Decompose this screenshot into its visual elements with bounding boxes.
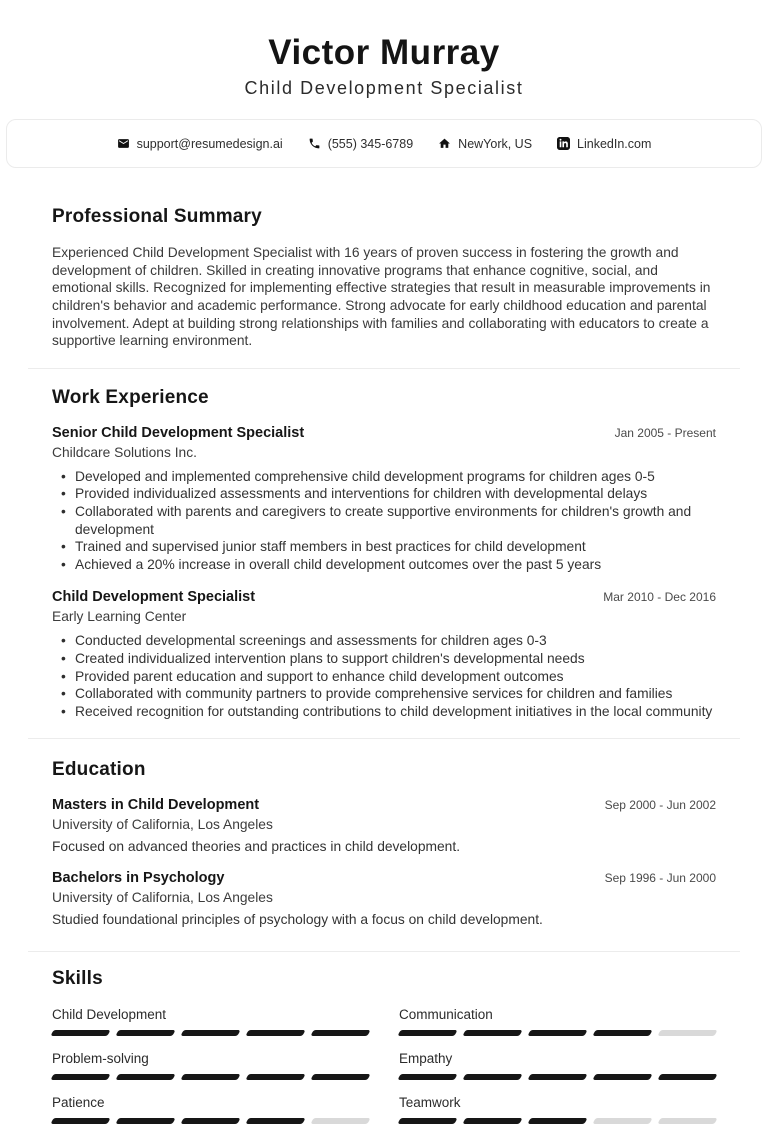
contact-label: (555) 345-6789: [327, 136, 414, 151]
job-company: Early Learning Center: [52, 609, 187, 625]
skill-item: [399, 1007, 716, 1036]
skill-segment: [245, 1074, 305, 1080]
skill-segment: [50, 1074, 110, 1080]
skill-segment: [245, 1030, 305, 1036]
resume-header: [0, 0, 768, 99]
skill-segment: [397, 1074, 457, 1080]
job-header: [52, 425, 716, 441]
job-bullet: • Received recognition for outstanding contributions to child development initiatives in the local community: [52, 703, 716, 721]
skill-segment: [245, 1118, 305, 1124]
skill-label: Child Development: [52, 1007, 167, 1023]
skill-segment: [180, 1030, 240, 1036]
degree-header: [52, 797, 716, 813]
skill-item: [399, 1095, 716, 1124]
degree-dates: Sep 1996 - Jun 2000: [604, 871, 716, 886]
skill-label: Problem-solving: [52, 1051, 149, 1067]
skill-segment: [592, 1074, 652, 1080]
contact-bar: [6, 119, 762, 168]
contact-item-home[interactable]: [438, 137, 532, 151]
skill-bar: [52, 1074, 369, 1080]
degree-dates: Sep 2000 - Jun 2002: [604, 798, 716, 813]
skill-segment: [527, 1118, 587, 1124]
home-icon: [438, 137, 451, 150]
skill-segment: [310, 1074, 370, 1080]
skill-segment: [50, 1118, 110, 1124]
skill-label: Empathy: [399, 1051, 453, 1067]
section-work-experience: [28, 369, 740, 739]
summary-heading: Professional Summary: [52, 206, 262, 228]
skill-segment: [115, 1118, 175, 1124]
skill-segment: [462, 1074, 522, 1080]
contact-item-email[interactable]: [117, 137, 283, 151]
contact-item-phone[interactable]: [308, 137, 413, 151]
skill-segment: [592, 1030, 652, 1036]
job-company: Childcare Solutions Inc.: [52, 444, 197, 460]
person-job-title: Child Development Specialist: [244, 78, 524, 99]
degree-title: Bachelors in Psychology: [52, 870, 225, 887]
jobs-list: [52, 425, 716, 739]
skill-segment: [397, 1030, 457, 1036]
skill-segment: [527, 1074, 587, 1080]
job-header: [52, 589, 716, 605]
job-entry: [52, 425, 716, 574]
degree-title: Masters in Child Development: [52, 797, 260, 814]
skill-item: [399, 1051, 716, 1080]
job-bullet: • Trained and supervised junior staff members in best practices for child development: [52, 538, 716, 556]
resume-body: [0, 168, 768, 1132]
section-professional-summary: [28, 168, 740, 368]
contact-item-linkedin[interactable]: [557, 137, 651, 151]
job-bullet: • Collaborated with parents and caregivers to create supportive environments for children's growth and development: [52, 503, 716, 538]
job-bullet: • Provided parent education and support to enhance child development outcomes: [52, 668, 716, 686]
skill-segment: [462, 1030, 522, 1036]
contact-label: NewYork, US: [458, 136, 533, 151]
summary-text: Experienced Child Development Specialist with 16 years of proven success in fostering the growth and development of children. Skilled in creating innovative programs that enhance cognitive, social, and emotional skills. Recognized for implementing effective strategies that result in measurable improvements in children's behavior and academic performance. Strong advocate for early childhood education and parental involvement. Adept at building strong relationships with families and collaborating with educators to create a supportive learning environment.: [52, 245, 711, 349]
section-education: [28, 739, 740, 951]
skill-segment: [657, 1030, 717, 1036]
skill-bar: [399, 1074, 716, 1080]
skill-segment: [180, 1118, 240, 1124]
job-bullet: • Provided individualized assessments and interventions for children with developmental delays: [52, 485, 716, 503]
skill-item: [52, 1051, 369, 1080]
skill-segment: [657, 1074, 717, 1080]
skill-segment: [462, 1118, 522, 1124]
skill-item: [52, 1095, 369, 1124]
linkedin-icon: [557, 137, 570, 150]
degrees-list: [52, 797, 716, 927]
skill-item: [52, 1007, 369, 1036]
skills-grid: [52, 1007, 716, 1132]
degree-school: University of California, Los Angeles: [52, 890, 273, 906]
skill-label: Teamwork: [399, 1095, 461, 1111]
skill-bar: [399, 1030, 716, 1036]
degree-school: University of California, Los Angeles: [52, 817, 273, 833]
skill-label: Patience: [52, 1095, 105, 1111]
skill-segment: [310, 1118, 370, 1124]
job-dates: Mar 2010 - Dec 2016: [603, 590, 716, 605]
email-icon: [117, 137, 130, 150]
degree-entry: [52, 797, 716, 854]
skill-segment: [180, 1074, 240, 1080]
job-bullet: • Developed and implemented comprehensive child development programs for children ages 0-5: [52, 468, 716, 486]
skill-bar: [399, 1118, 716, 1124]
job-title: Child Development Specialist: [52, 589, 256, 606]
job-bullets: [52, 468, 716, 574]
job-bullet: • Created individualized intervention plans to support children's developmental needs: [52, 650, 716, 668]
degree-description: Focused on advanced theories and practices in child development.: [52, 839, 461, 855]
skill-segment: [50, 1030, 110, 1036]
skill-bar: [52, 1118, 369, 1124]
degree-entry: [52, 870, 716, 927]
phone-icon: [308, 137, 321, 150]
skill-segment: [527, 1030, 587, 1036]
skills-heading: Skills: [52, 968, 103, 990]
degree-header: [52, 870, 716, 886]
experience-heading: Work Experience: [52, 386, 209, 408]
job-bullets: [52, 632, 716, 720]
degree-description: Studied foundational principles of psychology with a focus on child development.: [52, 912, 543, 928]
job-bullet: • Collaborated with community partners to provide comprehensive services for children and families: [52, 685, 716, 703]
job-title: Senior Child Development Specialist: [52, 424, 305, 441]
person-name: Victor Murray: [268, 33, 500, 72]
skill-segment: [592, 1118, 652, 1124]
skill-segment: [397, 1118, 457, 1124]
section-skills: [28, 952, 740, 1132]
education-heading: Education: [52, 759, 146, 781]
skill-bar: [52, 1030, 369, 1036]
skill-segment: [310, 1030, 370, 1036]
skill-segment: [115, 1074, 175, 1080]
skill-label: Communication: [399, 1007, 493, 1023]
job-bullet: • Conducted developmental screenings and assessments for children ages 0-3: [52, 632, 716, 650]
job-dates: Jan 2005 - Present: [614, 425, 716, 440]
contact-label: support@resumedesign.ai: [136, 136, 283, 151]
skill-segment: [657, 1118, 717, 1124]
skill-segment: [115, 1030, 175, 1036]
contact-label: LinkedIn.com: [577, 136, 652, 151]
job-entry: [52, 589, 716, 738]
job-bullet: • Achieved a 20% increase in overall child development outcomes over the past 5 years: [52, 556, 716, 574]
